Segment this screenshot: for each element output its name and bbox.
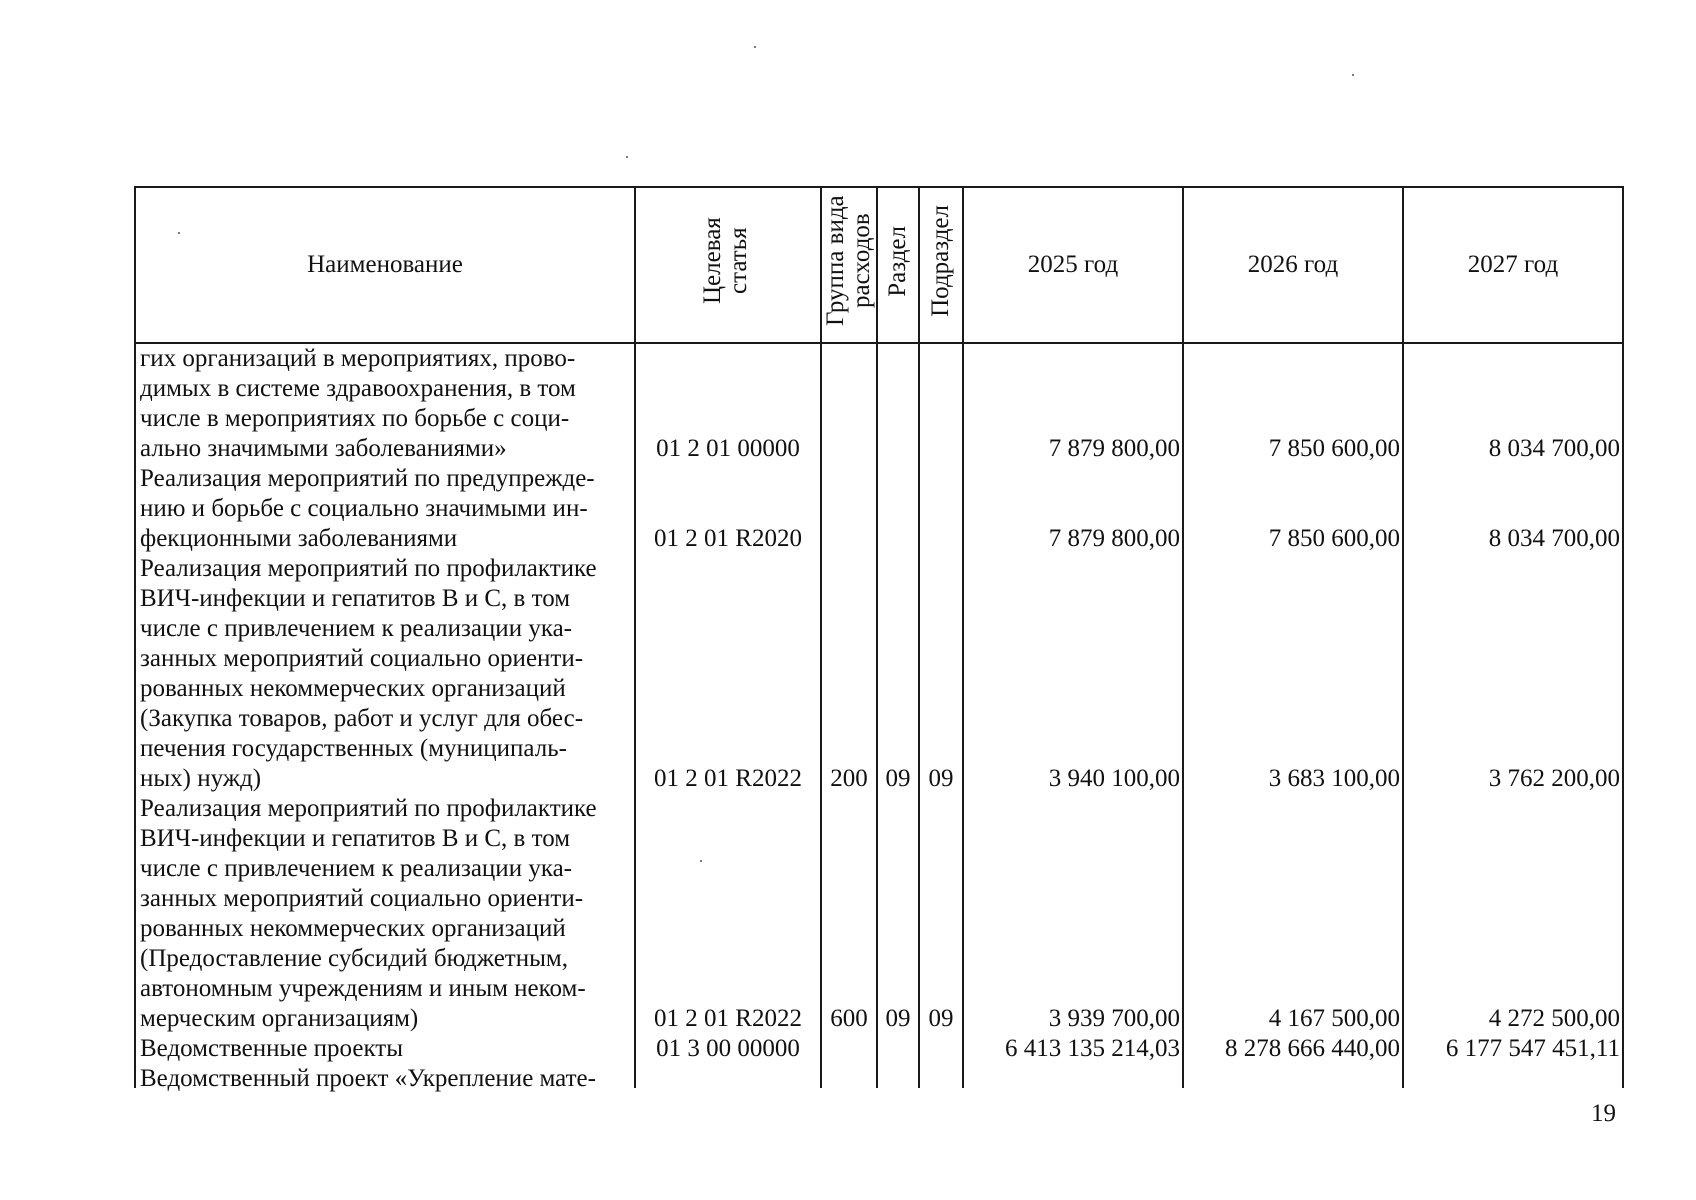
row-y2026-value: 7 850 600,00 <box>1268 525 1400 552</box>
header-year-2027: 2027 год <box>1403 187 1623 343</box>
subsection-column <box>919 343 963 1088</box>
row-code-value: 01 2 01 R2020 <box>654 525 802 552</box>
row-name <box>136 1034 634 1064</box>
row-name-line: Ведомственные проекты <box>140 1035 404 1062</box>
year-2026-column <box>1183 343 1403 1088</box>
row-y2026-value: 8 278 666 440,00 <box>1225 1035 1400 1062</box>
row-y2027-value: 3 762 200,00 <box>1488 765 1620 792</box>
row-code-value: 01 2 01 00000 <box>656 435 800 462</box>
row-name <box>136 1064 634 1094</box>
row-y2025-value: 7 879 800,00 <box>1048 435 1180 462</box>
row-name-line: автономным учреждениям и иным неком- <box>140 975 586 1002</box>
header-year-2026: 2026 год <box>1183 187 1403 343</box>
header-expense-group: Группа вида расходов <box>821 187 877 343</box>
group-column <box>821 343 877 1088</box>
row-name-line: (Предоставление субсидий бюджетным, <box>140 945 568 972</box>
header-subsection: Подраздел <box>919 187 963 343</box>
row-name-line: гих организаций в мероприятиях, прово- <box>140 345 576 372</box>
row-code-value: 01 3 00 00000 <box>656 1035 800 1062</box>
row-code-value: 01 2 01 R2022 <box>654 1005 802 1032</box>
year-2027-column <box>1403 343 1623 1088</box>
year-2025-column <box>963 343 1183 1088</box>
row-y2025-value: 6 413 135 214,03 <box>1005 1035 1180 1062</box>
code-column <box>635 343 821 1088</box>
row-name-line: ных) нужд) <box>140 765 262 792</box>
row-y2025-value: 3 940 100,00 <box>1048 765 1180 792</box>
row-section-value: 09 <box>885 765 911 792</box>
row-y2025-value: 3 939 700,00 <box>1048 1005 1180 1032</box>
scan-speck <box>178 232 180 234</box>
row-y2027-value: 8 034 700,00 <box>1488 525 1620 552</box>
row-y2025-value: 7 879 800,00 <box>1048 525 1180 552</box>
row-subsection-value: 09 <box>928 765 954 792</box>
name-column <box>135 343 635 1092</box>
row-name-line: Реализация мероприятий по профилактике <box>140 555 597 582</box>
budget-table <box>134 186 1624 1092</box>
row-name-line: ально значимыми заболеваниями» <box>140 435 507 462</box>
scan-speck <box>1352 74 1354 76</box>
row-y2026-value: 7 850 600,00 <box>1268 435 1400 462</box>
page-number: 19 <box>1591 1100 1616 1127</box>
row-name-line: числе с привлечением к реализации ука- <box>140 615 573 642</box>
row-subsection-value: 09 <box>928 1005 954 1032</box>
header-year-2025: 2025 год <box>963 187 1183 343</box>
row-name-line: нию и борьбе с социально значимыми ин- <box>140 495 588 522</box>
row-group-value: 600 <box>830 1005 868 1032</box>
row-name-line: димых в системе здравоохранения, в том <box>140 375 576 402</box>
header-name: Наименование <box>135 187 635 343</box>
row-name-line: занных мероприятий социально ориенти- <box>140 885 584 912</box>
row-name-line: Реализация мероприятий по предупрежде- <box>140 465 595 492</box>
row-y2026-value: 3 683 100,00 <box>1268 765 1400 792</box>
row-name-line: (Закупка товаров, работ и услуг для обес- <box>140 705 584 732</box>
row-y2026-value: 4 167 500,00 <box>1268 1005 1400 1032</box>
scan-speck <box>626 156 628 158</box>
section-column <box>877 343 919 1088</box>
row-name-line: рованных некоммерческих организаций <box>140 675 566 702</box>
row-name-line: мерческим организациям) <box>140 1005 419 1032</box>
row-group-value: 200 <box>830 765 868 792</box>
row-y2027-value: 6 177 547 451,11 <box>1445 1035 1620 1062</box>
scan-speck <box>700 860 702 862</box>
row-name-line: рованных некоммерческих организаций <box>140 915 566 942</box>
row-code-value: 01 2 01 R2022 <box>654 765 802 792</box>
row-name-line: Реализация мероприятий по профилактике <box>140 795 597 822</box>
row-name-line: числе в мероприятиях по борьбе с соци- <box>140 405 570 432</box>
row-y2027-value: 8 034 700,00 <box>1488 435 1620 462</box>
row-name <box>136 344 634 464</box>
row-y2027-value: 4 272 500,00 <box>1488 1005 1620 1032</box>
row-name-line: занных мероприятий социально ориенти- <box>140 645 584 672</box>
header-section: Раздел <box>877 187 919 343</box>
table-body-row <box>135 343 1623 1088</box>
row-name <box>136 794 634 1034</box>
row-section-value: 09 <box>885 1005 911 1032</box>
row-name <box>136 554 634 794</box>
row-name-line: ВИЧ-инфекции и гепатитов В и С, в том <box>140 825 571 852</box>
row-name-line: ВИЧ-инфекции и гепатитов В и С, в том <box>140 585 571 612</box>
row-name-line: печения государственных (муниципаль- <box>140 735 567 762</box>
scan-speck <box>754 46 756 48</box>
table-header-row <box>135 187 1623 343</box>
row-name-line: фекционными заболеваниями <box>140 525 458 552</box>
row-name-line: числе с привлечением к реализации ука- <box>140 855 573 882</box>
row-name <box>136 464 634 554</box>
row-name-line: Ведомственный проект «Укрепление мате- <box>140 1065 596 1092</box>
header-target-article: Целевая статья <box>635 187 821 343</box>
